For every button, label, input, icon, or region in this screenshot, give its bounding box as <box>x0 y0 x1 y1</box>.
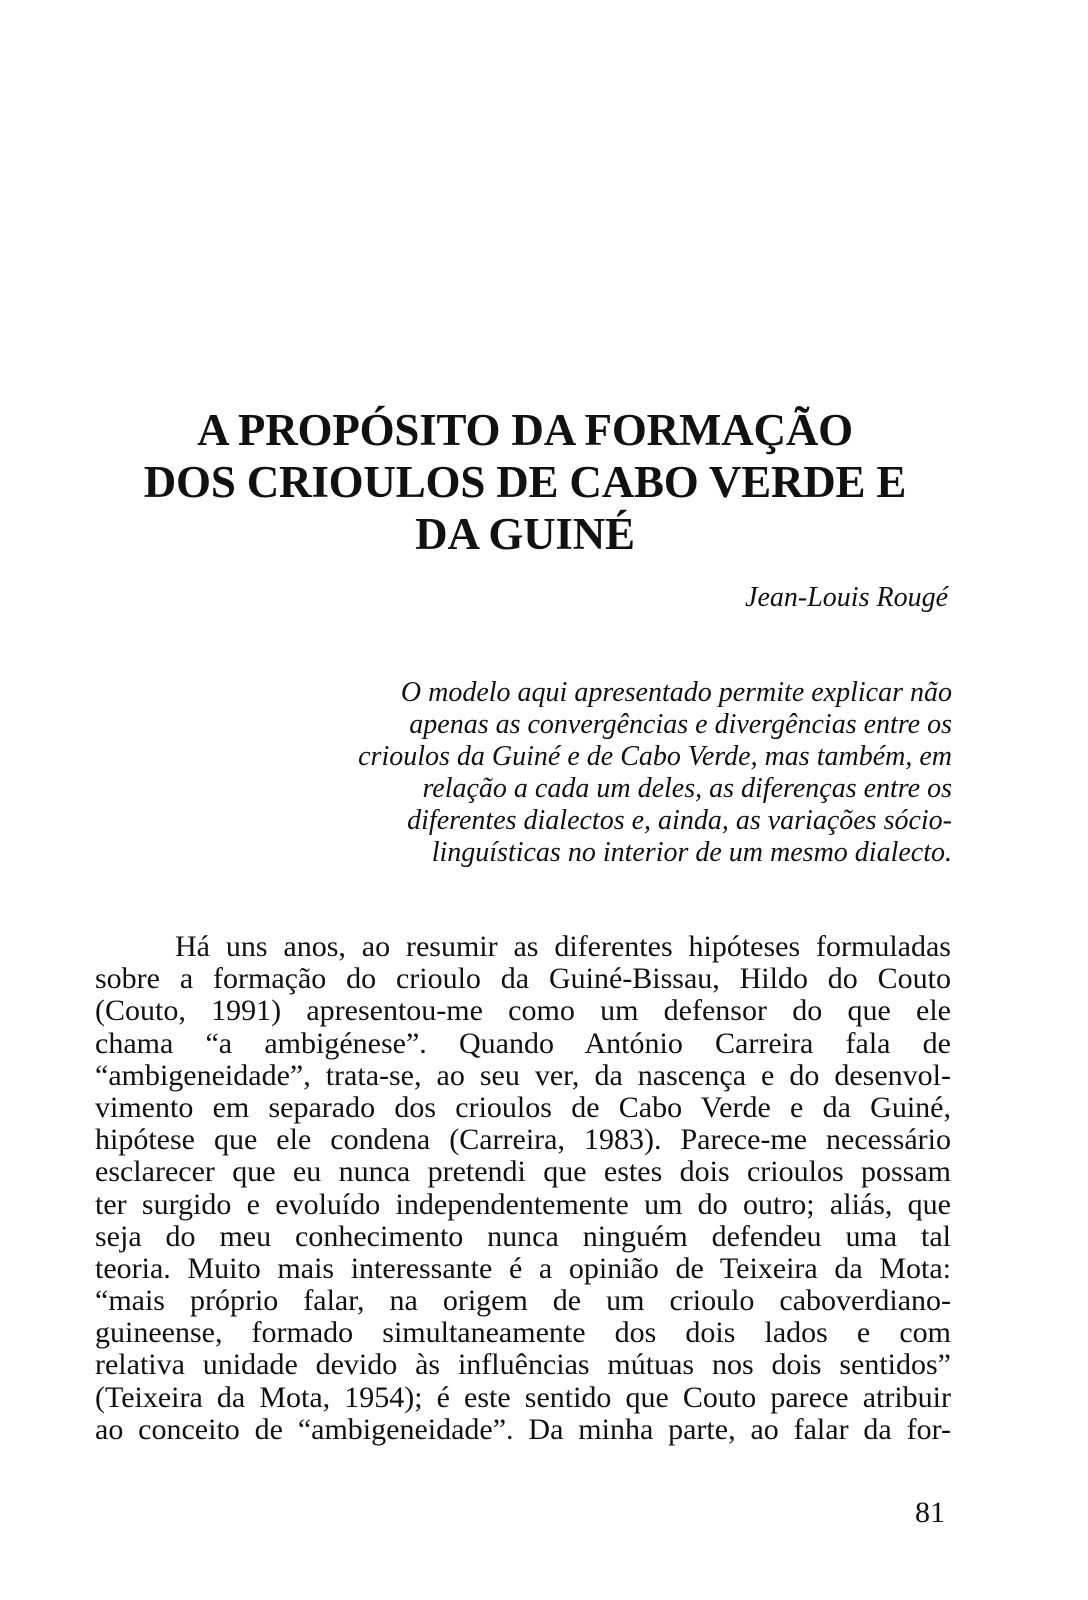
abstract-line: relação a cada um deles, as diferenças entre os <box>422 773 952 804</box>
abstract-line: O modelo aqui apresentado permite explicar não <box>400 677 952 708</box>
abstract-line: crioulos da Guiné e de Cabo Verde, mas também, em <box>358 741 952 772</box>
body-line: seja do meu conhecimento nunca ninguém defendeu uma tal <box>95 1220 951 1253</box>
body-line: “mais próprio falar, na origem de um crioulo caboverdiano- <box>95 1285 951 1318</box>
abstract-line: apenas as convergências e divergências entre os <box>409 709 952 740</box>
body-line: teoria. Muito mais interessante é a opinião de Teixeira da Mota: <box>95 1252 951 1285</box>
title-line: A PROPÓSITO DA FORMAÇÃO <box>197 405 853 455</box>
body-line: Há uns anos, ao resumir as diferentes hipóteses formuladas <box>175 931 951 963</box>
body-line: esclarecer que eu nunca pretendi que estes dois crioulos possam <box>95 1156 951 1189</box>
abstract-line: diferentes dialectos e, ainda, as variações sócio- <box>407 805 952 836</box>
title-line: DOS CRIOULOS DE CABO VERDE E <box>143 457 907 507</box>
body-line: relativa unidade devido às influências mútuas nos dois sentidos” <box>95 1349 951 1382</box>
body-line: hipótese que ele condena (Carreira, 1983). Parece-me necessário <box>95 1124 951 1157</box>
body-line: chama “a ambigénese”. Quando António Carreira fala de <box>95 1027 951 1060</box>
body-line: (Couto, 1991) apresentou-me como um defensor do que ele <box>95 995 951 1028</box>
body-line: ter surgido e evoluído independentemente um do outro; aliás, que <box>95 1188 951 1221</box>
body-paragraph <box>95 931 951 1446</box>
body-line: vimento em separado dos crioulos de Cabo Verde e da Guiné, <box>95 1091 951 1124</box>
article-title <box>95 404 955 560</box>
title-line: DA GUINÉ <box>415 509 635 559</box>
body-line: “ambigeneidade”, trata-se, ao seu ver, da nascença e do desenvol- <box>95 1059 951 1092</box>
author-name: Jean-Louis Rougé <box>745 582 948 613</box>
body-line: (Teixeira da Mota, 1954); é este sentido que Couto parece atribuir <box>95 1381 951 1414</box>
body-line: ao conceito de “ambigeneidade”. Da minha parte, ao falar da for- <box>95 1413 951 1446</box>
page-number: 81 <box>915 1496 945 1529</box>
abstract <box>232 677 952 869</box>
body-line: sobre a formação do crioulo da Guiné-Bissau, Hildo do Couto <box>95 963 951 996</box>
body-line: guineense, formado simultaneamente dos dois lados e com <box>95 1317 951 1350</box>
abstract-line: linguísticas no interior de um mesmo dialecto. <box>431 837 952 868</box>
